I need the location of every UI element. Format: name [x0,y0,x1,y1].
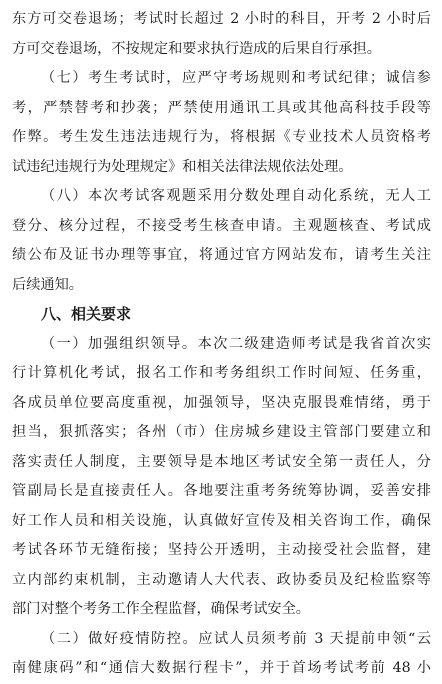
paragraph-line: （七）考生考试时，应严守考场规则和考试纪律；诚信参 [41,70,431,86]
paragraph-line: 绩公布及证书办理等事宜，将通过官方网站发布，请考生关注 [12,247,431,263]
paragraph-line: 担当，狠抓落实；各州（市）住房城乡建设主管部门要建立和 [12,424,431,440]
paragraph-line: 东方可交卷退场；考试时长超过 2 小时的科目，开考 2 小时后 [12,11,431,27]
paragraph-line: 行计算机化考试，报名工作和考务组织工作时间短、任务重， [12,365,431,381]
paragraph-line: （二）做好疫情防控。应试人员须考前 3 天提前申领“云 [41,630,431,647]
paragraph-line: 方可交卷退场，不按规定和要求执行造成的后果自行承担。 [12,40,381,57]
paragraph-line: 管副局长是直接责任人。各地要注重考务统筹协调，妥善安排 [12,483,431,499]
paragraph-line: 试违纪违规行为处理规定》和相关法律法规依法处理。 [12,158,353,175]
paragraph-line: 好工作人员和相关设施，认真做好宣传及相关咨询工作，确保 [12,512,431,529]
section-heading: 八、相关要求 [41,305,132,323]
paragraph-line: 南健康码”和“通信大数据行程卡”，并于首场考试考前 48 小 [12,660,431,676]
paragraph-line: 登分、核分过程，不接受考生核查申请。主观题核查、考试成 [12,217,431,234]
paragraph-line: 各成员单位要高度重视，加强领导，坚决克服畏难情绪，勇于 [12,394,431,411]
paragraph-line: 部门对整个考务工作全程监督，确保考试安全。 [12,601,310,617]
paragraph-line: （一）加强组织领导。本次二级建造师考试是我省首次实 [41,335,431,352]
paragraph-line: 考试各环节无缝衔接；坚持公开透明，主动接受社会监督，建 [12,542,431,558]
paragraph-line: 立内部约束机制，主动邀请人大代表、政协委员及纪检监察等 [12,571,431,588]
paragraph-line: 落实责任人制度，主要领导是本地区考试安全第一责任人，分 [12,453,431,470]
paragraph-line: 考，严禁替考和抄袭；严禁使用通讯工具或其他高科技手段等 [12,99,431,116]
paragraph-line: 作弊。考生发生违法违规行为，将根据《专业技术人员资格考 [12,129,431,145]
paragraph-line: （八）本次考试客观题采用分数处理自动化系统，无人工 [41,188,431,204]
paragraph-line: 后续通知。 [12,276,83,293]
